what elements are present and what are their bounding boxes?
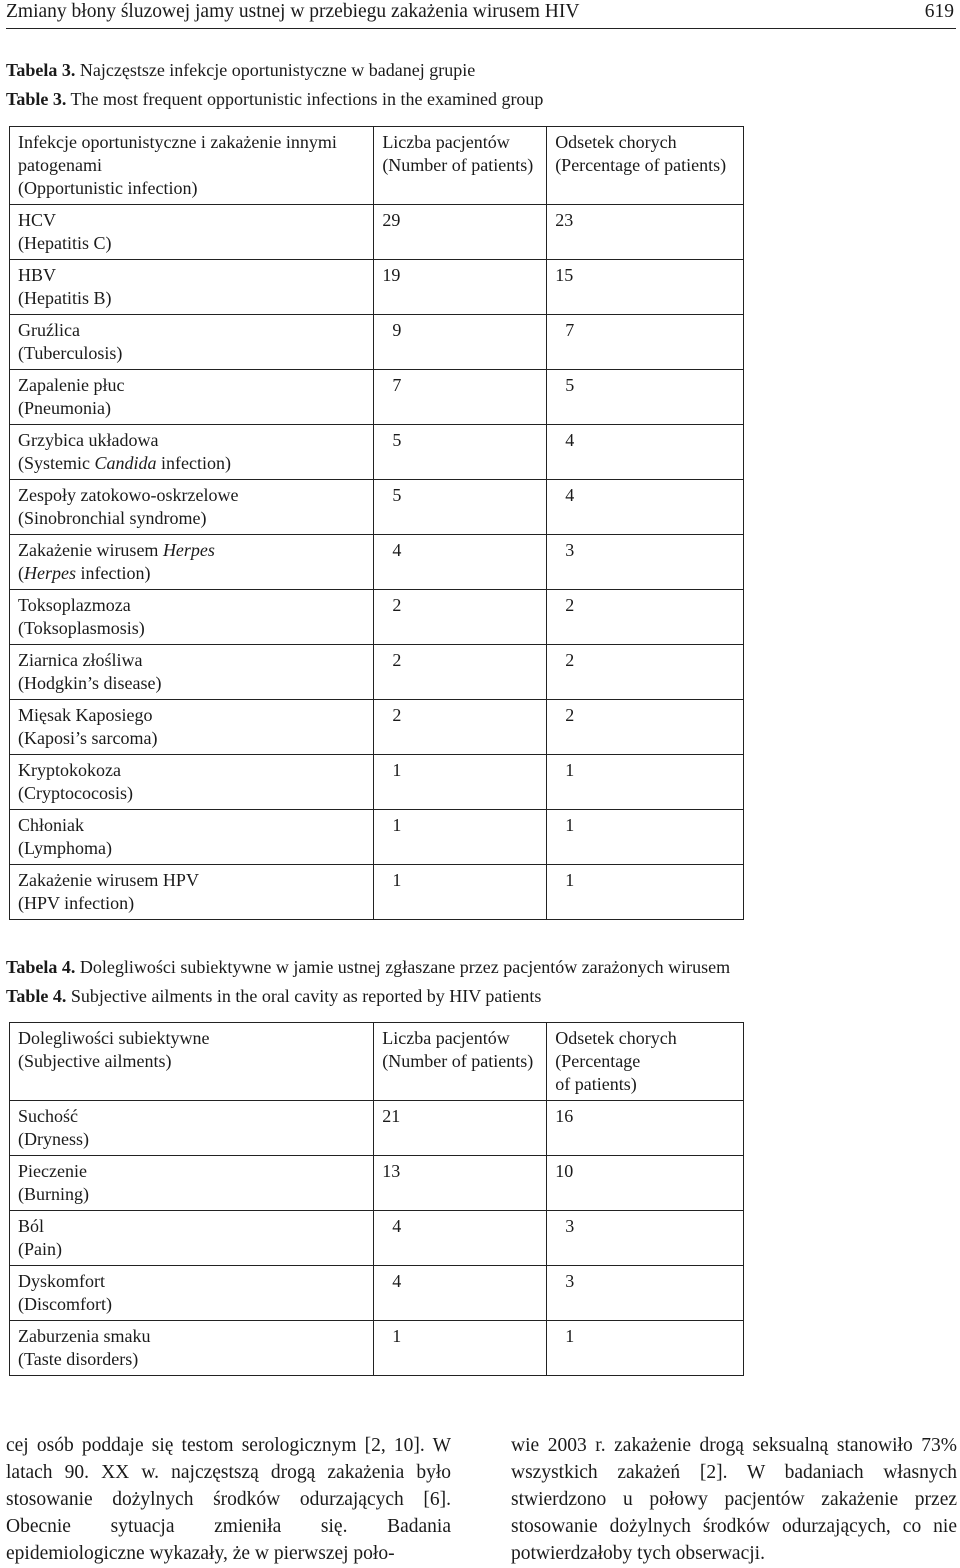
table3-count-cell: 29	[374, 205, 547, 260]
table3-name-pl: Zapalenie płuc	[18, 375, 125, 395]
table4-name-pl: Suchość	[18, 1106, 78, 1126]
table4-percent-cell: 1	[547, 1321, 744, 1376]
table4-name-en: (Burning)	[18, 1184, 89, 1204]
table4-percent-cell: 3	[547, 1211, 744, 1266]
table3-row	[10, 590, 744, 645]
table3-name-cell	[10, 700, 374, 755]
table3-row	[10, 205, 744, 260]
table4-row	[10, 1156, 744, 1211]
table3-name-en: (Toksoplasmosis)	[18, 618, 145, 638]
table4-percent-cell: 10	[547, 1156, 744, 1211]
table4-header-line: Dolegliwości subiektywne	[18, 1028, 210, 1048]
table3-row	[10, 645, 744, 700]
table4-name-en: (Pain)	[18, 1239, 62, 1259]
table3-name-cell	[10, 535, 374, 590]
table3-name-en: (Tuberculosis)	[18, 343, 123, 363]
table4-header-line: (Percentage	[555, 1051, 641, 1071]
table3-count-cell: 4	[374, 535, 547, 590]
table3-percent-cell: 7	[547, 315, 744, 370]
table4-header-line: (Subjective ailments)	[18, 1051, 172, 1071]
table3-name-pl: Grzybica układowa	[18, 430, 159, 450]
table3-percent-cell: 4	[547, 480, 744, 535]
table4-percent-cell: 3	[547, 1266, 744, 1321]
table3-count-cell: 5	[374, 480, 547, 535]
table3-percent-cell: 3	[547, 535, 744, 590]
table4-name-en: (Discomfort)	[18, 1294, 112, 1314]
table3-percent-cell: 2	[547, 700, 744, 755]
table3-header-line: (Opportunistic infection)	[18, 178, 198, 198]
table3-header-line: Odsetek chorych	[555, 132, 677, 152]
table4-header-cell	[374, 1023, 547, 1101]
table3-count-cell: 1	[374, 755, 547, 810]
table3-count-cell: 19	[374, 260, 547, 315]
table3-row	[10, 535, 744, 590]
table4-name-cell	[10, 1211, 374, 1266]
table4-name-cell	[10, 1321, 374, 1376]
table3-count-cell: 1	[374, 865, 547, 920]
table4-count-cell: 13	[374, 1156, 547, 1211]
table4-row	[10, 1211, 744, 1266]
table3-name-pl: Zespoły zatokowo-oskrzelowe	[18, 485, 239, 505]
table3-name-pl: Zakażenie wirusem Herpes	[18, 540, 215, 560]
table3-row	[10, 810, 744, 865]
table3-percent-cell: 1	[547, 810, 744, 865]
table4-caption-en: Table 4. Subjective ailments in the oral cavity as reported by HIV patients	[6, 986, 542, 1006]
table3-name-cell	[10, 260, 374, 315]
table3-percent-cell: 23	[547, 205, 744, 260]
table4-header-line: of patients)	[555, 1074, 637, 1094]
table4-count-cell: 21	[374, 1101, 547, 1156]
table3-caption-en: Table 3. The most frequent opportunistic infections in the examined group	[6, 89, 544, 109]
table3-name-pl: Zakażenie wirusem HPV	[18, 870, 199, 890]
table3-name-en: (Pneumonia)	[18, 398, 111, 418]
table3-name-cell	[10, 645, 374, 700]
table3-row	[10, 865, 744, 920]
table3-count-cell: 2	[374, 700, 547, 755]
table3-row	[10, 700, 744, 755]
table3-header-row	[10, 127, 744, 205]
table3-name-pl: Mięsak Kaposiego	[18, 705, 153, 725]
table3-percent-cell: 2	[547, 590, 744, 645]
table4-name-pl: Pieczenie	[18, 1161, 87, 1181]
table3-row	[10, 480, 744, 535]
table3-percent-cell: 1	[547, 755, 744, 810]
table3	[9, 126, 744, 920]
table3-name-cell	[10, 810, 374, 865]
table4-header-line: Odsetek chorych	[555, 1028, 677, 1048]
table3-row	[10, 315, 744, 370]
table3-name-en: (Systemic Candida infection)	[18, 453, 231, 473]
table3-count-cell: 9	[374, 315, 547, 370]
table3-caption-pl: Tabela 3. Najczęstsze infekcje oportunistyczne w badanej grupie	[6, 60, 476, 80]
body-text-right-column: wie 2003 r. zakażenie drogą seksualną stanowiło 73% wszystkich zakażeń [2]. W badaniach własnych stwierdzono u połowy pacjentów zakażenie przez stosowanie dożylnych środków odurzających, co nie potwierdzałoby tych obserwacji.	[511, 1435, 957, 1564]
table3-name-en: (Kaposi’s sarcoma)	[18, 728, 158, 748]
table3-percent-cell: 15	[547, 260, 744, 315]
body-text-left-column: cej osób poddaje się testom serologicznym [2, 10]. W latach 90. XX w. najczęstszą drogą zakażenia było stosowanie dożylnych środków odurzających [6]. Obecnie sytuacja zmieniła się. Badania epidemiologiczne wykazały, że w pierwszej poło-	[6, 1435, 451, 1564]
table3-header-line: (Percentage of patients)	[555, 155, 727, 175]
table4-caption-pl: Tabela 4. Dolegliwości subiektywne w jamie ustnej zgłaszane przez pacjentów zarażonych wirusem	[6, 957, 731, 977]
table3-name-en: (Hepatitis B)	[18, 288, 112, 308]
table4-name-cell	[10, 1101, 374, 1156]
table3-name-cell	[10, 370, 374, 425]
table3-count-cell: 2	[374, 590, 547, 645]
table3-name-cell	[10, 865, 374, 920]
table3-name-en: (Hodgkin’s disease)	[18, 673, 162, 693]
table4-percent-cell: 16	[547, 1101, 744, 1156]
table4-row	[10, 1266, 744, 1321]
table3-percent-cell: 5	[547, 370, 744, 425]
table3-name-pl: HCV	[18, 210, 57, 230]
table3-name-en: (Sinobronchial syndrome)	[18, 508, 207, 528]
table4-count-cell: 1	[374, 1321, 547, 1376]
table3-header-line: Liczba pacjentów	[382, 132, 510, 152]
table3-count-cell: 7	[374, 370, 547, 425]
table4-name-pl: Zaburzenia smaku	[18, 1326, 151, 1346]
table4-name-pl: Ból	[18, 1216, 45, 1236]
table3-row	[10, 260, 744, 315]
table3-name-en: (HPV infection)	[18, 893, 135, 913]
table4-header-cell	[547, 1023, 744, 1101]
table3-name-cell	[10, 425, 374, 480]
table3-name-en: (Lymphoma)	[18, 838, 112, 858]
page-number: 619	[924, 1, 954, 22]
table3-name-cell	[10, 590, 374, 645]
table3-name-en: (Hepatitis C)	[18, 233, 112, 253]
table3-name-cell	[10, 480, 374, 535]
table4-header-line: (Number of patients)	[382, 1051, 534, 1071]
table3-name-pl: Ziarnica złośliwa	[18, 650, 143, 670]
table4	[9, 1022, 744, 1376]
table3-count-cell: 2	[374, 645, 547, 700]
table4-header-cell	[10, 1023, 374, 1101]
table4-header-line: Liczba pacjentów	[382, 1028, 510, 1048]
table4-name-en: (Taste disorders)	[18, 1349, 139, 1369]
table4-name-pl: Dyskomfort	[18, 1271, 105, 1291]
table3-count-cell: 1	[374, 810, 547, 865]
table4-row	[10, 1321, 744, 1376]
table4-count-cell: 4	[374, 1266, 547, 1321]
running-header	[6, 0, 956, 29]
table3-percent-cell: 2	[547, 645, 744, 700]
table3-name-en: (Cryptococosis)	[18, 783, 133, 803]
table3-row	[10, 425, 744, 480]
table3-header-line: patogenami	[18, 155, 102, 175]
table3-name-en: (Herpes infection)	[18, 563, 151, 583]
table3-name-pl: HBV	[18, 265, 57, 285]
table3-name-pl: Kryptokokoza	[18, 760, 121, 780]
table3-name-cell	[10, 205, 374, 260]
table3-name-pl: Chłoniak	[18, 815, 84, 835]
table3-name-cell	[10, 755, 374, 810]
table4-name-cell	[10, 1156, 374, 1211]
table3-name-cell	[10, 315, 374, 370]
table4-name-en: (Dryness)	[18, 1129, 89, 1149]
table3-name-pl: Toksoplazmoza	[18, 595, 131, 615]
running-title: Zmiany błony śluzowej jamy ustnej w przebiegu zakażenia wirusem HIV	[6, 1, 580, 22]
table4-row	[10, 1101, 744, 1156]
table3-percent-cell: 4	[547, 425, 744, 480]
table4-header-row	[10, 1023, 744, 1101]
table3-header-line: (Number of patients)	[382, 155, 534, 175]
table3-row	[10, 755, 744, 810]
table3-header-cell	[10, 127, 374, 205]
table3-header-cell	[374, 127, 547, 205]
table3-percent-cell: 1	[547, 865, 744, 920]
table3-row	[10, 370, 744, 425]
table3-count-cell: 5	[374, 425, 547, 480]
table3-name-pl: Gruźlica	[18, 320, 80, 340]
table3-header-line: Infekcje oportunistyczne i zakażenie innymi	[18, 132, 337, 152]
table4-count-cell: 4	[374, 1211, 547, 1266]
table4-name-cell	[10, 1266, 374, 1321]
table3-header-cell	[547, 127, 744, 205]
